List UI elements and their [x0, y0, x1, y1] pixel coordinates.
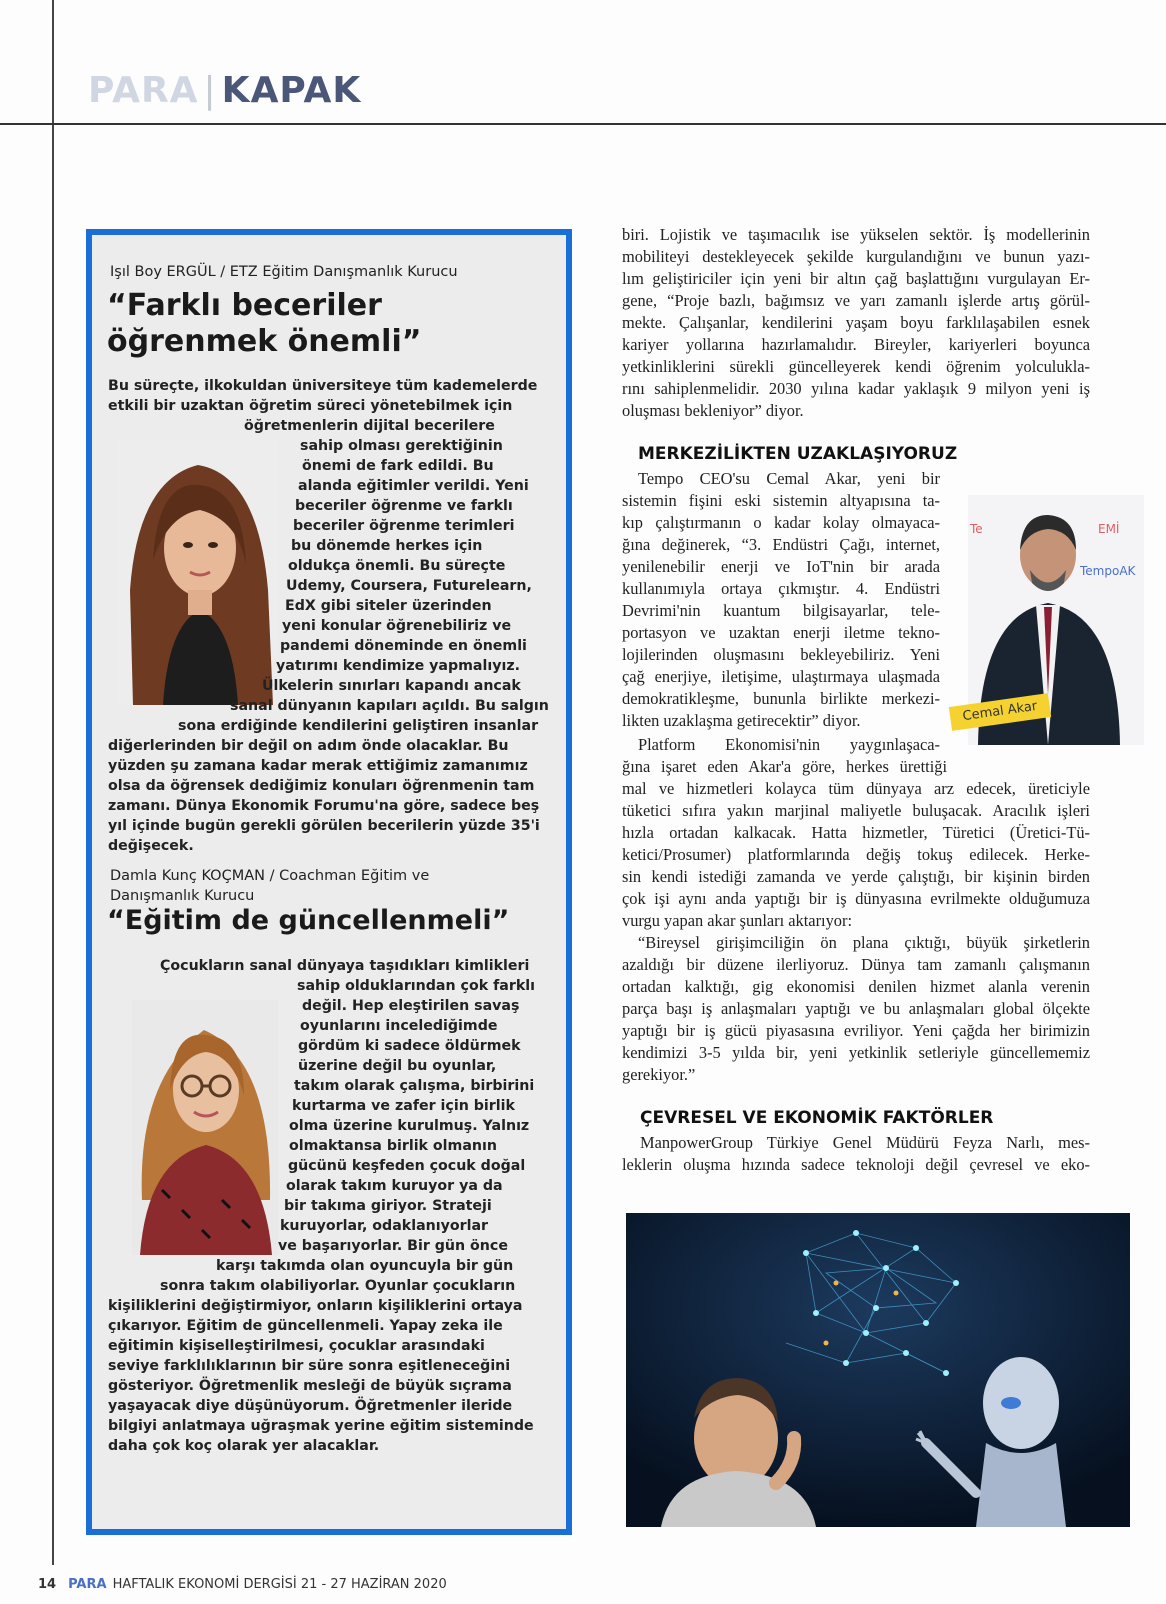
headline-1	[107, 288, 421, 360]
author-kocman-line2: Danışmanlık Kurucu	[110, 888, 255, 904]
r-line: lım geliştiriciler için yeni bir altın çağ başlattığını vurgulayan Er-	[622, 269, 1090, 288]
footer-issue: HAFTALIK EKONOMİ DERGİSİ 21 - 27 HAZİRAN 2020	[112, 1577, 447, 1592]
r-line: yetkinliklerini sürekli güncelleyerek kendi öğrenim yolculukla-	[622, 357, 1090, 376]
r-line: demokratikleşme, bununla birlikte merkezi-	[622, 689, 940, 708]
r-line: parça başı iş anlaşmaları yaptığı ve bu anlaşmaları global ölçekte	[622, 999, 1090, 1018]
r-line: gene, “Proje bazlı, bağımsız ve yarı zamanlı işlerde artış görül-	[622, 291, 1090, 310]
footer-brand: PARA	[68, 1577, 107, 1592]
r-line: mekte. Çalışanlar, kendilerini yaşam boyu farklılaşabilen esnek	[622, 313, 1090, 332]
r-line: likten uzaklaşma getirecektir” diyor.	[622, 711, 861, 730]
s2-line: Çocukların sanal dünyaya taşıdıkları kimlikleri	[160, 958, 530, 974]
s2-line: oyunlarını incelediğimde	[300, 1018, 498, 1034]
s1-line: alanda eğitimler verildi. Yeni	[298, 478, 529, 494]
backdrop-text-left: Te	[970, 522, 983, 536]
ai-network-illustration-icon	[626, 1213, 1130, 1527]
s1-line: EdX gibi siteler üzerinden	[285, 598, 492, 614]
s1-line: beceriler öğrenme ve farklı	[295, 498, 513, 514]
r-line: sin kendi istediği zamanda ve yerde çalıştığı, bir kişinin birden	[622, 867, 1090, 886]
s2-line: kişiliklerini değiştirmiyor, onların kişiliklerini ortaya	[108, 1298, 523, 1314]
r-line: rını sahiplenmelidir. 2030 yılına kadar yaklaşık 9 milyon yeni iş	[622, 379, 1090, 398]
photo-isil-boy-ergul	[118, 440, 278, 705]
s2-line: seviye farklılıklarının bir süre sonra eşitleneceğini	[108, 1358, 511, 1374]
r-line: tüketici sıfıra yakın marjinal maliyetle buluşacak. Aracılık işleri	[622, 801, 1090, 820]
s1-line: oldukça önemli. Bu süreçte	[288, 558, 506, 574]
r-line: çağ enerjiye, iletişime, ulaştırmaya ulaşmada	[622, 667, 940, 686]
s2-line: yaşayacak diye düşünüyorum. Öğretmenler ileride	[108, 1398, 513, 1414]
s2-line: daha çok koç olarak yer alacaklar.	[108, 1438, 380, 1454]
r-line: Devrimi'nin kuantum bilgisayarlar, tele-	[622, 601, 940, 620]
r-line: “Bireysel girişimciliğin ön plana çıktığı, büyük şirketlerin	[638, 933, 1090, 952]
illustration-human-vs-robot	[626, 1213, 1130, 1527]
r-line: mobiliteyi destekleyecek şekilde kurgulandığını ve bunun yazı-	[622, 247, 1090, 266]
r-line: kıp çalıştırmanın o kadar kolay olmayaca-	[622, 513, 940, 532]
s2-line: değil. Hep eleştirilen savaş	[302, 998, 520, 1014]
s2-line: olarak takım kuruyor ya da	[286, 1178, 503, 1194]
masthead-para: PARA	[88, 70, 199, 111]
caption-text: Cemal Akar	[961, 698, 1039, 725]
masthead-kapak: KAPAK	[221, 70, 362, 111]
r-line: lojilerinden oluşmasını bekleyebiliriz. Yeni	[622, 645, 940, 664]
r-line: sistemin fişini eski sistemin altyapısına ta-	[622, 491, 940, 510]
s2-line: bilgiyi anlatmaya uğraşmak yerine eğitim sisteminde	[108, 1418, 534, 1434]
r-line: Tempo CEO'su Cemal Akar, yeni bir	[638, 469, 940, 488]
s2-line: çıkarıyor. Eğitim de güncellenmeli. Yapay zeka ile	[108, 1318, 503, 1334]
s2-line: bir takıma giriyor. Strateji	[284, 1198, 492, 1214]
r-line: kullanımıyla ortaya çıkmıştır. 4. Endüstri	[622, 579, 940, 598]
s2-line: gördüm ki sadece öldürmek	[298, 1038, 521, 1054]
s2-line: olma üzerine kurulmuş. Yalnız	[289, 1118, 530, 1134]
page-number: 14	[38, 1577, 57, 1592]
r-line: ManpowerGroup Türkiye Genel Müdürü Feyza Narlı, mes-	[640, 1133, 1090, 1152]
r-line: kariyer yollarına hazırlamalıdır. Bireyler, kariyerleri boyunca	[622, 335, 1090, 354]
backdrop-text-right: EMİ	[1098, 522, 1120, 536]
s1-line: sahip olması gerektiğinin	[300, 438, 503, 454]
r-line: ortadan kalktığı, gig ekonomisi denilen hizmet alanla verenin	[622, 977, 1090, 996]
s1-line: Udemy, Coursera, Futurelearn,	[286, 578, 532, 594]
s2-line: sonra takım olabiliyorlar. Oyunlar çocukların	[160, 1278, 516, 1294]
r-line: kendimizi 3-5 yılda bir, yeni yetkinlik setleriyle güncellememiz	[622, 1043, 1090, 1062]
s1-line: yıl içinde bugün gerekli görülen becerilerin yüzde 35'i	[108, 818, 540, 834]
s2-line: üzerine değil bu oyunlar,	[298, 1058, 497, 1074]
r-line: portasyon ve uzaktan enerji iletme tekno-	[622, 623, 940, 642]
s1-line: yeni konular öğrenebiliriz ve	[282, 618, 512, 634]
author-kocman-line1: Damla Kunç KOÇMAN / Coachman Eğitim ve	[110, 868, 430, 884]
portrait-woman-glasses-icon	[132, 1000, 278, 1255]
r-line: ketici/Prosumer) platformlarında değiş tokuş edilecek. Herke-	[622, 845, 1090, 864]
tempo-logo: TempoAK	[1080, 564, 1136, 578]
r-line: hızla ortadan kalkacak. Hatta hizmetler, Türetici (Üretici-Tü-	[622, 823, 1090, 842]
s1-line: sanal dünyanın kapıları açıldı. Bu salgın	[230, 698, 549, 714]
s1-line: bu dönemde herkes için	[291, 538, 483, 554]
r-line: ğına işaret eden Akar'a göre, herkes ürettiği	[622, 757, 947, 776]
r-line: leklerin oluşma hızında sadece teknoloji değil çevresel ve eko-	[622, 1155, 1090, 1174]
s1-line: olsa da öğrensek dediğimiz konuları öğrenmenin tam	[108, 778, 535, 794]
masthead-separator: |	[203, 70, 217, 111]
r-line: yenilenebilir enerji ve IoT'nin bir arada	[622, 557, 940, 576]
r-line: Platform Ekonomisi'nin yaygınlaşaca-	[638, 735, 940, 754]
s2-line: eğitimin kişiselleştirilmesi, çocuklar arasındaki	[108, 1338, 485, 1354]
r-line: vurgu yapan akar şunları aktarıyor:	[622, 911, 852, 930]
s2-line: gücünü keşfeden çocuk doğal	[288, 1158, 526, 1174]
headline-1-line1: “Farklı beceriler	[107, 288, 382, 323]
s1-line: beceriler öğrenme terimleri	[293, 518, 515, 534]
s2-line: kurtarma ve zafer için birlik	[292, 1098, 515, 1114]
r-line: azaldığı bir düzene ilerliyoruz. Dünya tam zamanlı çalışmanın	[622, 955, 1090, 974]
r-line: çok işi aynı anda yaptığı bir iş dünyasına evrilmekte olduğumuza	[622, 889, 1090, 908]
r-line: ğına değinerek, “3. Endüstri Çağı, internet,	[622, 535, 940, 554]
margin-vertical-rule	[52, 0, 54, 1565]
s2-line: kuruyorlar, odaklanıyorlar	[280, 1218, 489, 1234]
s1-line: Ülkelerin sınırları kapandı ancak	[262, 678, 521, 694]
headline-2: “Eğitim de güncellenmeli”	[107, 905, 510, 936]
subhead-merkezilikten: MERKEZİLİKTEN UZAKLAŞIYORUZ	[638, 444, 958, 464]
s2-line: takım olarak çalışma, birbirini	[294, 1078, 535, 1094]
r-line: gerekiyor.”	[622, 1065, 696, 1084]
s1-line: pandemi döneminde en önemli	[280, 638, 527, 654]
r-line: oluşması bekleniyor” diyor.	[622, 401, 804, 420]
s2-line: ve başarıyorlar. Bir gün önce	[278, 1238, 508, 1254]
author-kocman	[110, 866, 429, 906]
r-line: biri. Lojistik ve taşımacılık ise yükselen sektör. İş modellerinin	[622, 225, 1090, 244]
section-masthead	[88, 70, 361, 111]
s1-line: diğerlerinden bir değil on adım önde olacaklar. Bu	[108, 738, 509, 754]
s1-line: öğretmenlerin dijital becerilere	[244, 418, 495, 434]
s2-line: olmaktansa birlik olmanın	[289, 1138, 497, 1154]
header-rule	[0, 123, 1166, 125]
r-line: mal ve hizmetleri kolayca tüm dünyaya arz edecek, üreticiyle	[622, 779, 1090, 798]
s1-line: önemi de fark edildi. Bu	[302, 458, 494, 474]
page-footer	[38, 1577, 447, 1592]
s1-line: zamanı. Dünya Ekonomik Forumu'na göre, sadece beş	[108, 798, 540, 814]
s1-line: değişecek.	[108, 838, 194, 854]
s1-line: etkili bir uzaktan öğretim süreci yönetebilmek için	[108, 398, 513, 414]
portrait-woman-icon	[118, 440, 278, 705]
subhead-cevresel: ÇEVRESEL VE EKONOMİK FAKTÖRLER	[640, 1108, 994, 1128]
s1-line: yüzden şu zamana kadar merak ettiğimiz zamanımız	[108, 758, 528, 774]
s2-line: karşı takımda olan oyuncuyla bir gün	[216, 1258, 514, 1274]
s2-line: sahip olduklarından çok farklı	[297, 978, 535, 994]
s1-line: Bu süreçte, ilkokuldan üniversiteye tüm kademelerde	[108, 378, 538, 394]
r-line: yaptığı bir iş gücü piyasasına evriliyor. Yeni çağda her birimizin	[622, 1021, 1090, 1040]
photo-damla-kunc-kocman	[132, 1000, 278, 1255]
author-ergul: Işıl Boy ERGÜL / ETZ Eğitim Danışmanlık Kurucu	[110, 264, 458, 280]
s1-line: yatırımı kendimize yapmalıyız.	[276, 658, 520, 674]
s2-line: gösteriyor. Öğretmenlik mesleği de büyük sıçrama	[108, 1378, 512, 1394]
headline-1-line2: öğrenmek önemli”	[107, 324, 422, 359]
s1-line: sona erdiğinde kendilerini geliştiren insanlar	[178, 718, 539, 734]
